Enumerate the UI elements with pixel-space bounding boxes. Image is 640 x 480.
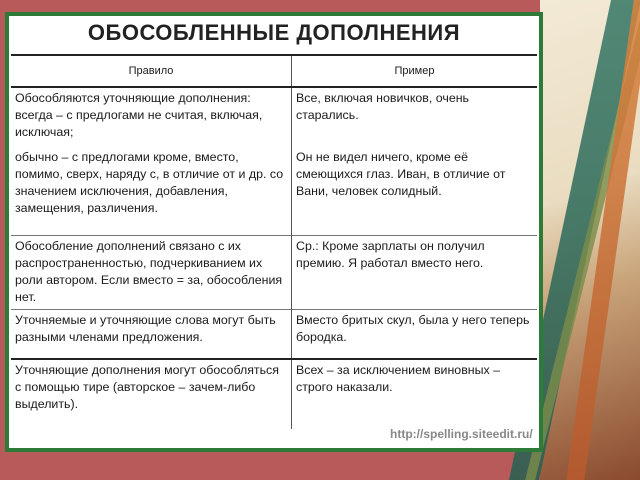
example-cell: Все, включая новичков, очень старались. xyxy=(292,87,538,147)
rule-cell: Обособляются уточняющие дополнения: всегда – с предлогами не считая, включая, исключая; xyxy=(15,91,263,139)
page-title: ОБОСОБЛЕННЫЕ ДОПОЛНЕНИЯ xyxy=(87,20,461,45)
table-row xyxy=(11,359,537,429)
header-example: Пример xyxy=(292,55,538,87)
rule-cell: Уточняющие дополнения могут обособляться с помощью тире (авторское – зачем-либо выделить). xyxy=(11,359,292,429)
table-row xyxy=(11,309,537,359)
rules-table xyxy=(11,54,537,429)
example-cell: Он не видел ничего, кроме её смеющихся глаз. Иван, в отличие от Вани, человек солидный. xyxy=(292,147,538,235)
table-row xyxy=(11,147,537,235)
table-row xyxy=(11,235,537,309)
site-watermark: http://spelling.siteedit.ru/ xyxy=(390,427,533,441)
content-card xyxy=(9,16,539,448)
rule-cell: Обособление дополнений связано с их распространенностью, подчеркиванием их роли автором. Если вместо = за, обособления нет. xyxy=(11,235,292,309)
example-cell: Ср.: Кроме зарплаты он получил премию. Я работал вместо него. xyxy=(292,235,538,309)
table-row xyxy=(11,87,537,147)
rule-cell: обычно – с предлогами кроме, вместо, помимо, сверх, наряду с, в отличие от и др. со значением исключения, добавления, замещения, различения. xyxy=(15,150,284,215)
rule-cell: Уточняемые и уточняющие слова могут быть разными членами предложения. xyxy=(11,309,292,359)
header-rule: Правило xyxy=(11,55,292,87)
example-cell: Вместо бритых скул, была у него теперь бородка. xyxy=(292,309,538,359)
example-cell: Всех – за исключением виновных – строго наказали. xyxy=(292,359,538,429)
